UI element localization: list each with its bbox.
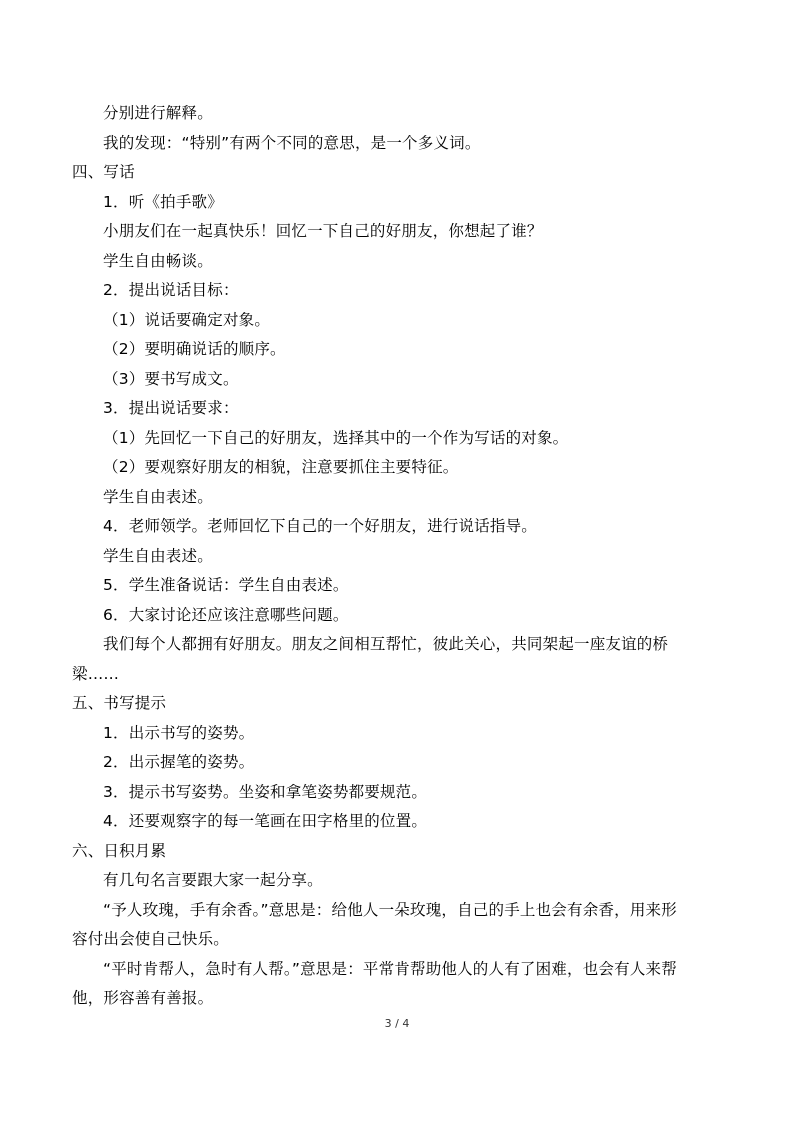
body-text: 学生自由畅谈。 (103, 252, 213, 270)
sub-list-item: （1）先回忆一下自己的好朋友，选择其中的一个作为写话的对象。 (103, 429, 569, 447)
section-heading: 六、日积月累 (72, 842, 167, 860)
list-item: 4．还要观察字的每一笔画在田字格里的位置。 (103, 812, 428, 830)
body-text: 学生自由表述。 (103, 547, 213, 565)
sub-list-item: （1）说话要确定对象。 (103, 311, 271, 329)
quote-text: “平时肯帮人，急时有人帮。”意思是：平常肯帮助他人的人有了困难，也会有人来帮 (103, 960, 677, 978)
body-text-continuation: 梁…… (72, 665, 120, 683)
body-text: 小朋友们在一起真快乐！回忆一下自己的好朋友，你想起了谁？ (103, 222, 543, 240)
list-item: 3．提出说话要求： (103, 399, 239, 417)
sub-list-item: （2）要明确说话的顺序。 (103, 340, 286, 358)
quote-text: “予人玫瑰，手有余香。”意思是：给他人一朵玫瑰，自己的手上也会有余香，用来形 (103, 901, 677, 919)
list-item: 1．听《拍手歌》 (103, 193, 223, 211)
body-text: 分别进行解释。 (103, 104, 213, 122)
body-text-continuation: 他，形容善有善报。 (72, 989, 214, 1007)
sub-list-item: （2）要观察好朋友的相貌，注意要抓住主要特征。 (103, 458, 459, 476)
body-text: 我们每个人都拥有好朋友。朋友之间相互帮忙，彼此关心，共同架起一座友谊的桥 (103, 635, 669, 653)
list-item: 2．出示握笔的姿势。 (103, 753, 255, 771)
list-item: 4．老师领学。老师回忆下自己的一个好朋友，进行说话指导。 (103, 517, 537, 535)
section-heading: 四、写话 (72, 163, 135, 181)
section-heading: 五、书写提示 (72, 694, 167, 712)
sub-list-item: （3）要书写成文。 (103, 370, 239, 388)
list-item: 1．出示书写的姿势。 (103, 724, 255, 742)
body-text: 学生自由表述。 (103, 488, 213, 506)
list-item: 2．提出说话目标： (103, 281, 239, 299)
list-item: 6．大家讨论还应该注意哪些问题。 (103, 606, 349, 624)
list-item: 3．提示书写姿势。坐姿和拿笔姿势都要规范。 (103, 783, 428, 801)
body-text-continuation: 容付出会使自己快乐。 (72, 930, 230, 948)
list-item: 5．学生准备说话：学生自由表述。 (103, 576, 349, 594)
page-number: 3 / 4 (384, 1017, 410, 1030)
body-text: 有几句名言要跟大家一起分享。 (103, 871, 323, 889)
body-text: 我的发现：“特别”有两个不同的意思，是一个多义词。 (103, 134, 481, 152)
